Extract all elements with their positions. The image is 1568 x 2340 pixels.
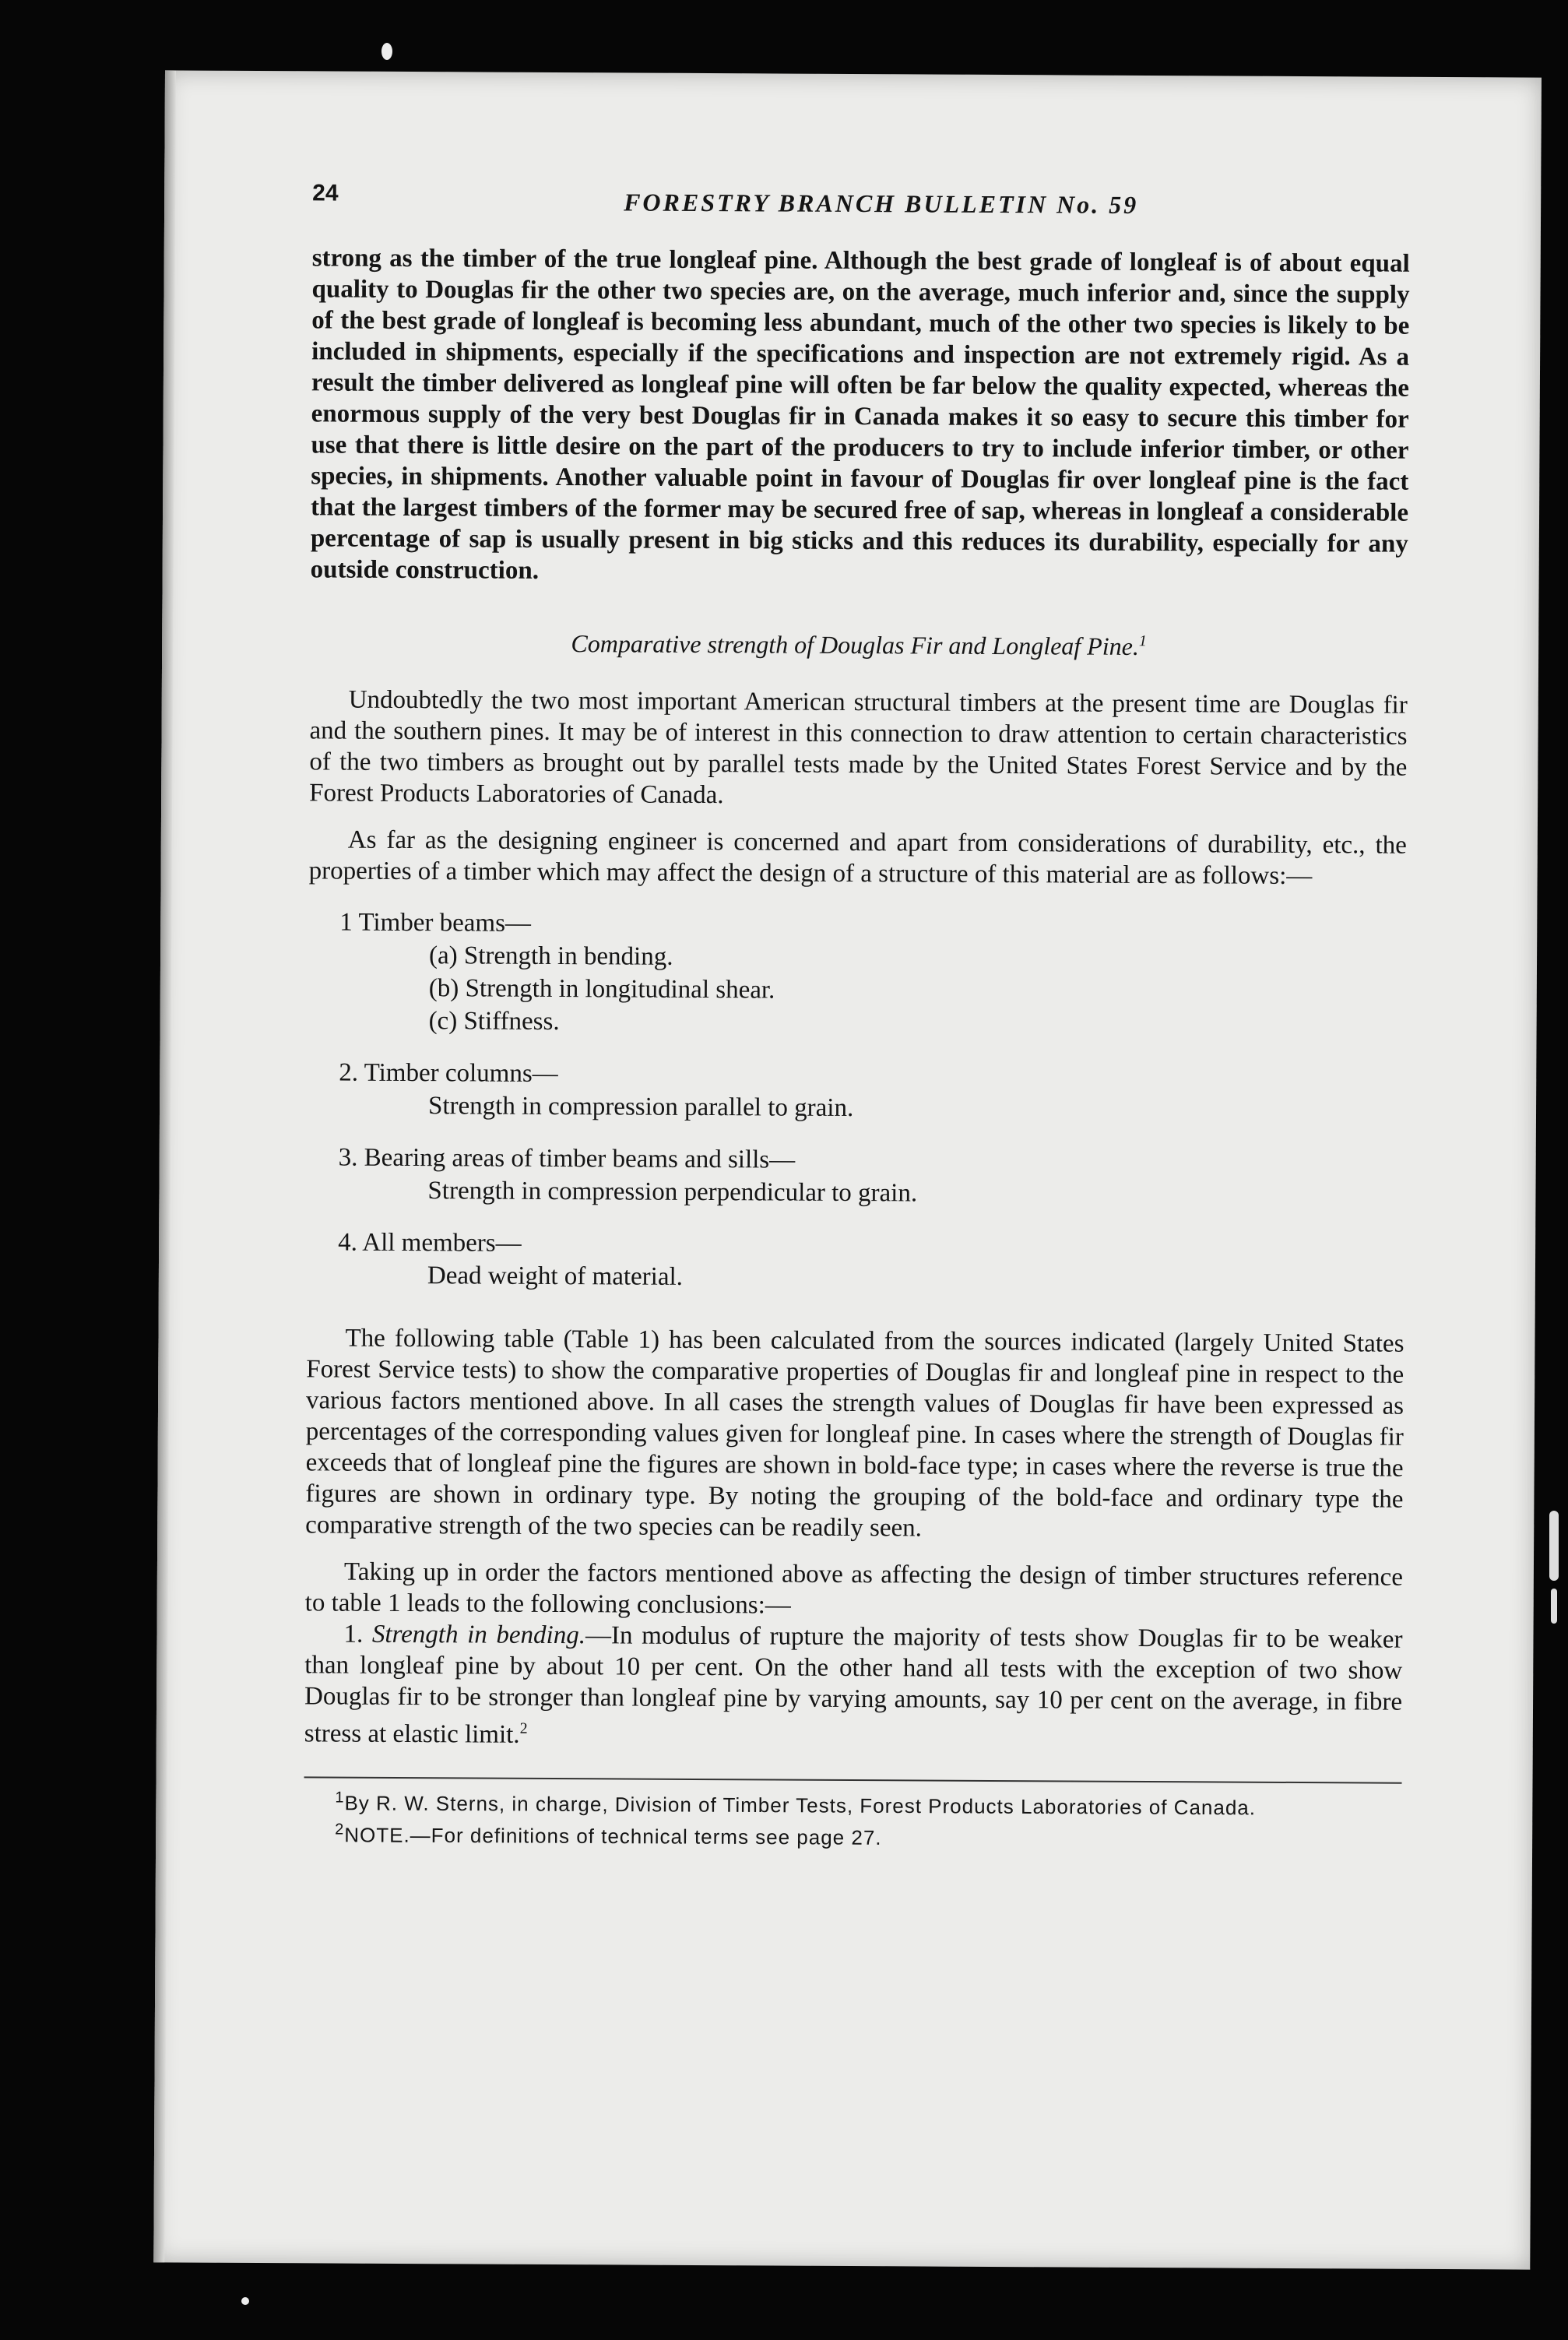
document-page — [153, 70, 1542, 2269]
paragraph-table-description: The following table (Table 1) has been calculated from the sources indicated (largely United States Forest Service tests) to show the comparative properties of Douglas fir and longleaf pine in respect to the various factors mentioned above. In all cases the strength values of Douglas fir have been expressed as percentages of the corresponding values given for longleaf pine. In cases where the strength of Douglas fir exceeds that of longleaf pine the figures are shown in bold-face type; in cases where the reverse is true the figures are shown in ordinary type. By noting the grouping of the bold-face and ordinary type the comparative strength of the two species can be readily seen. — [305, 1324, 1405, 1543]
footnote-1 — [304, 1784, 1401, 1821]
scan-speck — [381, 43, 392, 60]
bulletin-title: FORESTRY BRANCH BULLETIN No. 59 — [624, 188, 1139, 219]
list-subitem-b: (b) Strength in longitudinal shear. — [428, 974, 775, 1005]
conclusion-footnote-mark: 2 — [519, 1719, 528, 1737]
scan-speck — [241, 2297, 249, 2305]
paragraph-strength-in-bending — [304, 1618, 1403, 1754]
intro-paragraph: strong as the timber of the true longleaf pine. Although the best grade of longleaf is of about equal quality to Douglas fir the other two species are, on the average, much inferior and, since the supply of the best grade of longleaf is becoming less abundant, much of the other two species is likely to be included in shipments, especially if the specifications and inspection are not extremely rigid. As a result the timber delivered as longleaf pine will often be far below the quality expected, whereas the enormous supply of the very best Douglas fir in Canada makes it so easy to secure this timber for use that there is little desire on the part of the producers to try to include inferior timber, or other species, in shipments. Another valuable point in favour of Douglas fir over longleaf pine is the fact that the largest timbers of the former may be secured free of sap, whereas in longleaf a considerable percentage of sap is usually present in big sticks and this reduces its durability, especially for any outside construction. — [310, 244, 1410, 585]
footnote-1-mark: 1 — [335, 1789, 345, 1807]
list-subitem-a: (a) Strength in bending. — [428, 941, 673, 971]
page-edge — [153, 70, 176, 2262]
list-heading-1: 1 Timber beams— — [339, 908, 532, 938]
conclusion-heading: Strength in bending. — [371, 1620, 586, 1650]
scan-speck — [1551, 1589, 1557, 1624]
conclusion-text: —In modulus of rupture the majority of tests show Douglas fir to be weaker than longleaf pine by about 10 per cent. On the other hand all tests with the exception of two show Douglas fir to be stronger than longleaf pine by varying amounts, say 10 per cent on the average, in fibre stress at elastic limit. — [304, 1621, 1403, 1749]
footnote-1-text: By R. W. Sterns, in charge, Division of Timber Tests, Forest Products Laboratories of Canada. — [344, 1791, 1257, 1820]
list-item-all-members — [338, 1226, 1405, 1297]
properties-list — [307, 906, 1407, 1297]
list-heading-3: 3. Bearing areas of timber beams and sills— — [338, 1143, 796, 1174]
page-content — [304, 180, 1410, 1853]
list-subitem-c: (c) Stiffness. — [428, 1007, 560, 1036]
list-item-bearing-areas — [338, 1142, 1405, 1212]
footnote-2-text: NOTE.—For definitions of technical terms see page 27. — [344, 1822, 882, 1849]
paragraph-conclusions-intro: Taking up in order the factors mentioned above as affecting the design of timber structures reference to table 1 leads to the following conclusions:— — [304, 1557, 1403, 1620]
footnote-2-mark: 2 — [335, 1821, 345, 1839]
conclusion-number: 1. — [343, 1620, 364, 1649]
scan-speck — [1549, 1511, 1559, 1581]
page-number: 24 — [312, 180, 339, 206]
section-title — [310, 628, 1408, 662]
footnote-2 — [304, 1816, 1401, 1853]
running-head — [312, 180, 1410, 232]
list-heading-4: 4. All members— — [338, 1228, 522, 1258]
paragraph-structural-timbers: Undoubtedly the two most important American structural timbers at the present time are Douglas fir and the southern pines. It may be of interest in this connection to draw attention to certain characteristics of the two timbers as brought out by parallel tests made by the United States Forest Service and by the Forest Products Laboratories of Canada. — [309, 685, 1408, 810]
list-heading-2: 2. Timber columns— — [339, 1058, 558, 1089]
section-title-text: Comparative strength of Douglas Fir and Longleaf Pine. — [571, 629, 1139, 660]
list-detail-2: Strength in compression parallel to grain. — [427, 1092, 854, 1123]
list-item-timber-beams — [339, 906, 1407, 1043]
list-item-timber-columns — [339, 1057, 1405, 1128]
paragraph-designing-engineer: As far as the designing engineer is concerned and apart from considerations of durability, etc., the properties of a timber which may affect the design of a structure of this material are as follows:— — [308, 825, 1407, 891]
list-detail-3: Strength in compression perpendicular to grain. — [427, 1177, 918, 1208]
list-detail-4: Dead weight of material. — [427, 1261, 684, 1291]
section-footnote-mark: 1 — [1138, 632, 1147, 650]
footnote-divider — [304, 1776, 1402, 1783]
